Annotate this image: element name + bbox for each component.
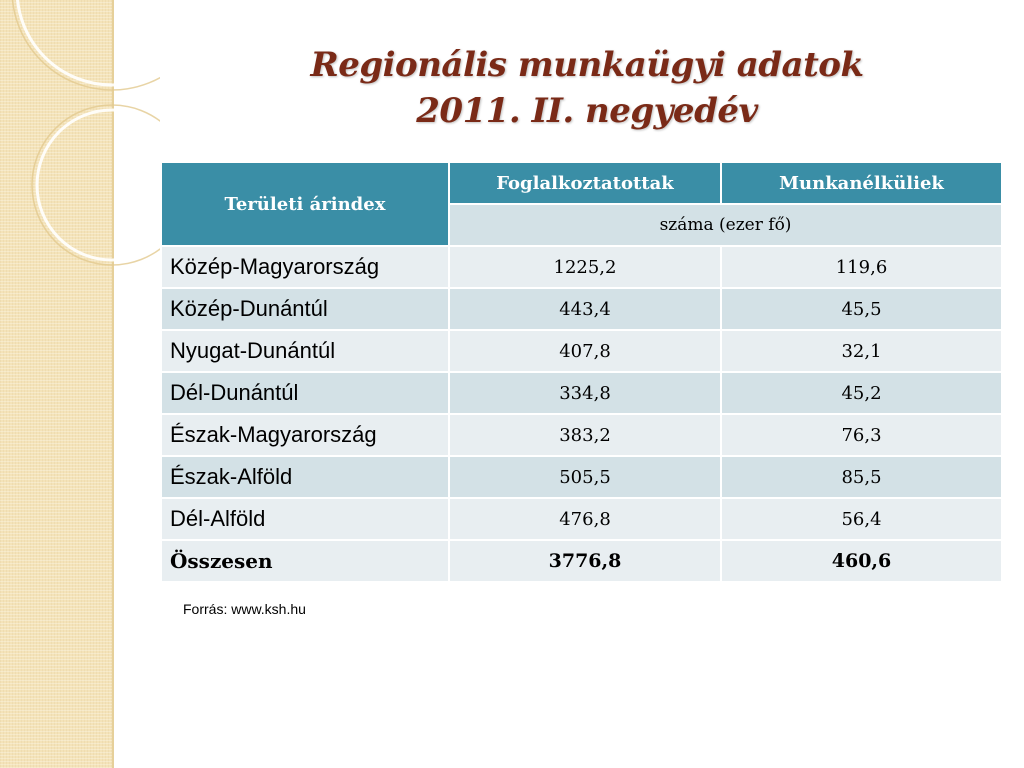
table-row xyxy=(161,414,1002,456)
employed-value: 407,8 xyxy=(449,330,721,372)
employed-value: 443,4 xyxy=(449,288,721,330)
region-name: Észak-Alföld xyxy=(161,456,449,498)
employed-value: 1225,2 xyxy=(449,246,721,288)
employed-value: 476,8 xyxy=(449,498,721,540)
decorative-circles xyxy=(0,0,160,300)
table-row xyxy=(161,456,1002,498)
total-employed: 3776,8 xyxy=(449,540,721,582)
unemployed-value: 76,3 xyxy=(721,414,1002,456)
title-line-1: Regionális munkaügyi adatok xyxy=(310,45,864,85)
unemployed-value: 119,6 xyxy=(721,246,1002,288)
total-label: Összesen xyxy=(161,540,449,582)
unemployed-value: 85,5 xyxy=(721,456,1002,498)
header-region: Területi árindex xyxy=(161,162,449,246)
region-name: Dél-Alföld xyxy=(161,498,449,540)
header-unit: száma (ezer fő) xyxy=(449,204,1002,246)
table-row xyxy=(161,498,1002,540)
unemployed-value: 56,4 xyxy=(721,498,1002,540)
region-name: Nyugat-Dunántúl xyxy=(161,330,449,372)
total-unemployed: 460,6 xyxy=(721,540,1002,582)
region-name: Dél-Dunántúl xyxy=(161,372,449,414)
labor-data-table xyxy=(160,161,1003,583)
region-name: Észak-Magyarország xyxy=(161,414,449,456)
table-row xyxy=(161,330,1002,372)
header-employed: Foglalkoztatottak xyxy=(449,162,721,204)
region-name: Közép-Dunántúl xyxy=(161,288,449,330)
table-row xyxy=(161,246,1002,288)
total-row xyxy=(161,540,1002,582)
title-line-2: 2011. II. negyedév xyxy=(416,91,758,131)
region-name: Közép-Magyarország xyxy=(161,246,449,288)
employed-value: 505,5 xyxy=(449,456,721,498)
employed-value: 334,8 xyxy=(449,372,721,414)
unemployed-value: 45,5 xyxy=(721,288,1002,330)
source-note: Forrás: www.ksh.hu xyxy=(183,601,306,617)
unemployed-value: 32,1 xyxy=(721,330,1002,372)
table-row xyxy=(161,372,1002,414)
slide-title xyxy=(150,42,1024,134)
table-row xyxy=(161,288,1002,330)
employed-value: 383,2 xyxy=(449,414,721,456)
header-unemployed: Munkanélküliek xyxy=(721,162,1002,204)
unemployed-value: 45,2 xyxy=(721,372,1002,414)
